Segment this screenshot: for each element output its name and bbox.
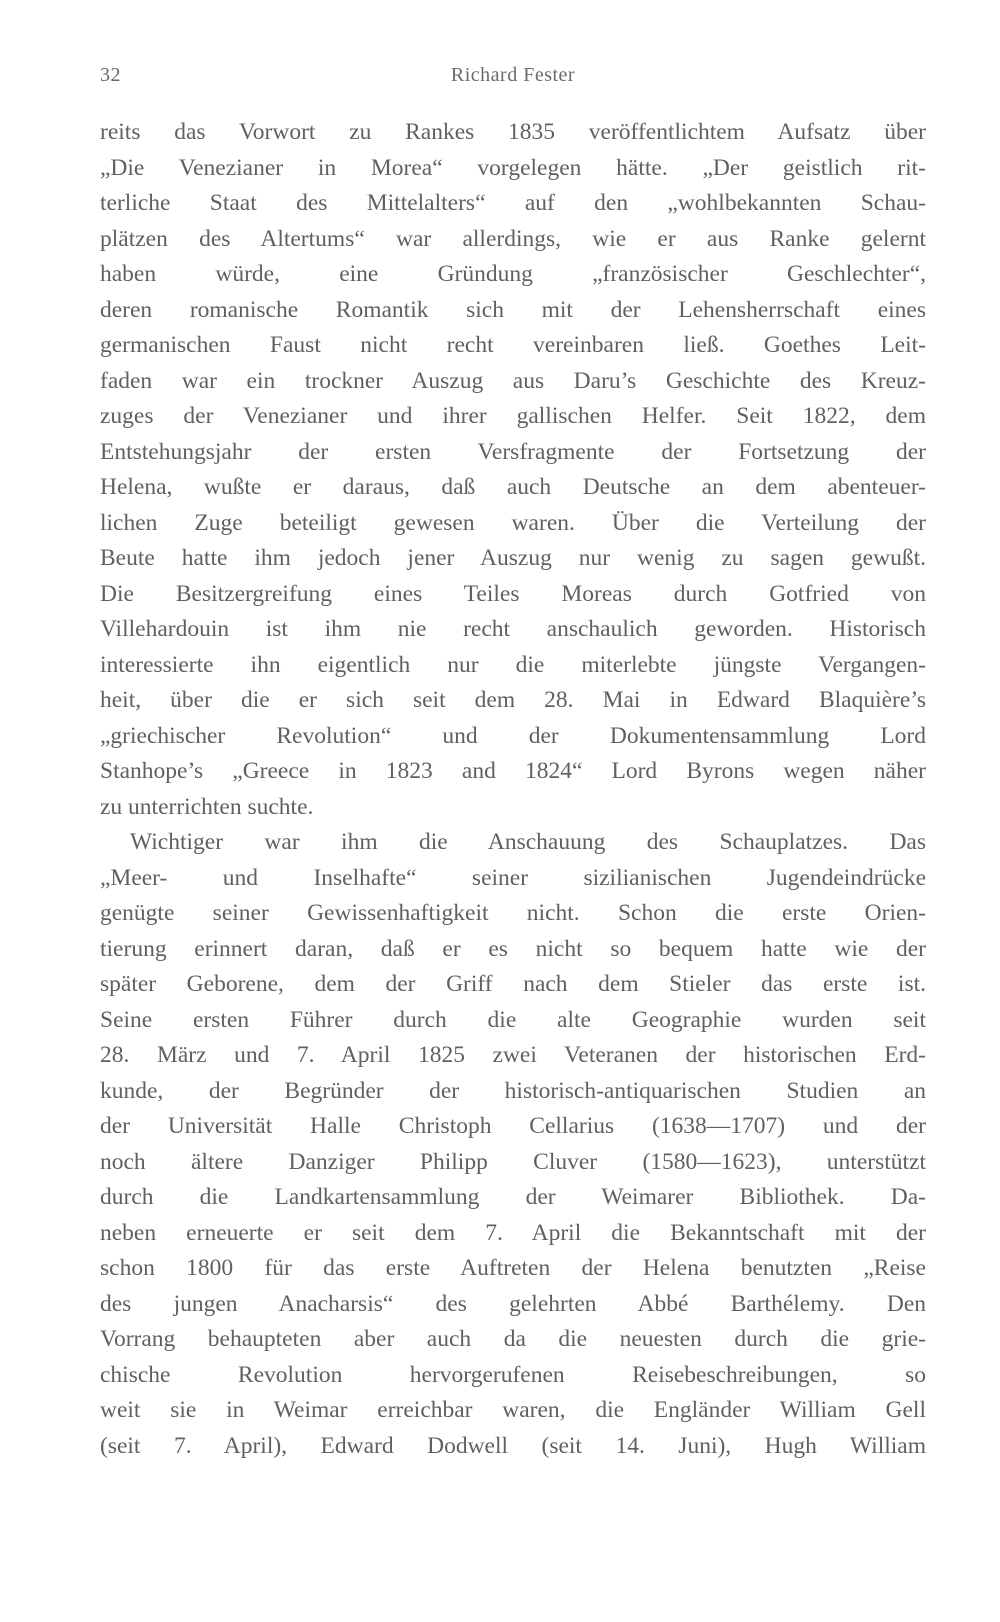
text-line: (seit 7. April), Edward Dodwell (seit 14. Juni), Hugh William [100, 1432, 926, 1459]
text-line: schon 1800 für das erste Auftreten der Helena benutzten „Reise [100, 1255, 926, 1281]
text-line: haben würde, eine Gründung „französischer Geschlechter“, [100, 261, 926, 287]
text-line: „Die Venezianer in Morea“ vorgelegen hätte. „Der geistlich rit- [100, 154, 926, 181]
text-line: chische Revolution hervorgerufenen Reisebeschreibungen, so [100, 1361, 926, 1388]
text-line: tierung erinnert daran, daß er es nicht so bequem hatte wie der [100, 935, 926, 962]
text-line: faden war ein trockner Auszug aus Daru’s Geschichte des Kreuz- [100, 367, 926, 394]
running-title: Richard Fester [450, 64, 576, 86]
text-line: interessierte ihn eigentlich nur die miterlebte jüngste Vergangen- [100, 651, 926, 678]
text-line: heit, über die er sich seit dem 28. Mai in Edward Blaquière’s [100, 687, 926, 713]
text-line: plätzen des Altertums“ war allerdings, wie er aus Ranke gelernt [100, 225, 926, 252]
text-line: Wichtiger war ihm die Anschauung des Schauplatzes. Das [130, 829, 926, 855]
text-line: lichen Zuge beteiligt gewesen waren. Über die Verteilung der [100, 509, 926, 536]
paragraph [100, 825, 926, 1464]
text-line: Die Besitzergreifung eines Teiles Moreas durch Gotfried von [100, 580, 926, 607]
running-head [100, 64, 926, 94]
text-line: Helena, wußte er daraus, daß auch Deutsche an dem abenteuer- [100, 474, 926, 500]
text-line: deren romanische Romantik sich mit der Lehensherrschaft eines [100, 296, 926, 323]
text-line: weit sie in Weimar erreichbar waren, die Engländer William Gell [100, 1397, 926, 1423]
text-line: terliche Staat des Mittelalters“ auf den „wohlbekannten Schau- [100, 190, 926, 216]
text-line: später Geborene, dem der Griff nach dem Stieler das erste ist. [100, 971, 926, 997]
body-text [100, 115, 926, 1464]
text-line: reits das Vorwort zu Rankes 1835 veröffentlichtem Aufsatz über [100, 119, 926, 145]
page-number: 32 [100, 64, 121, 86]
text-line: durch die Landkartensammlung der Weimarer Bibliothek. Da- [100, 1184, 926, 1210]
text-line: zu unterrichten suchte. [100, 793, 314, 820]
text-line: germanischen Faust nicht recht vereinbaren ließ. Goethes Leit- [100, 332, 926, 358]
text-line: noch ältere Danziger Philipp Cluver (1580—1623), unterstützt [100, 1148, 926, 1175]
text-line: Vorrang behaupteten aber auch da die neuesten durch die grie- [100, 1326, 926, 1352]
text-line: Beute hatte ihm jedoch jener Auszug nur wenig zu sagen gewußt. [100, 545, 926, 571]
text-line: zuges der Venezianer und ihrer gallischen Helfer. Seit 1822, dem [100, 403, 926, 429]
text-line: Villehardouin ist ihm nie recht anschaulich geworden. Historisch [100, 616, 926, 642]
paragraph [100, 115, 926, 825]
text-line: Seine ersten Führer durch die alte Geographie wurden seit [100, 1006, 926, 1033]
text-line: „Meer- und Inselhafte“ seiner sizilianischen Jugendeindrücke [100, 864, 926, 891]
text-line: Entstehungsjahr der ersten Versfragmente der Fortsetzung der [100, 438, 926, 465]
text-line: „griechischer Revolution“ und der Dokumentensammlung Lord [100, 722, 926, 749]
text-line: kunde, der Begründer der historisch-antiquarischen Studien an [100, 1077, 926, 1104]
text-line: Stanhope’s „Greece in 1823 and 1824“ Lord Byrons wegen näher [100, 758, 926, 784]
text-line: neben erneuerte er seit dem 7. April die Bekanntschaft mit der [100, 1219, 926, 1246]
text-line: genügte seiner Gewissenhaftigkeit nicht. Schon die erste Orien- [100, 900, 926, 926]
text-line: des jungen Anacharsis“ des gelehrten Abbé Barthélemy. Den [100, 1290, 926, 1317]
text-line: 28. März und 7. April 1825 zwei Veteranen der historischen Erd- [100, 1042, 926, 1068]
text-line: der Universität Halle Christoph Cellarius (1638—1707) und der [100, 1113, 926, 1139]
